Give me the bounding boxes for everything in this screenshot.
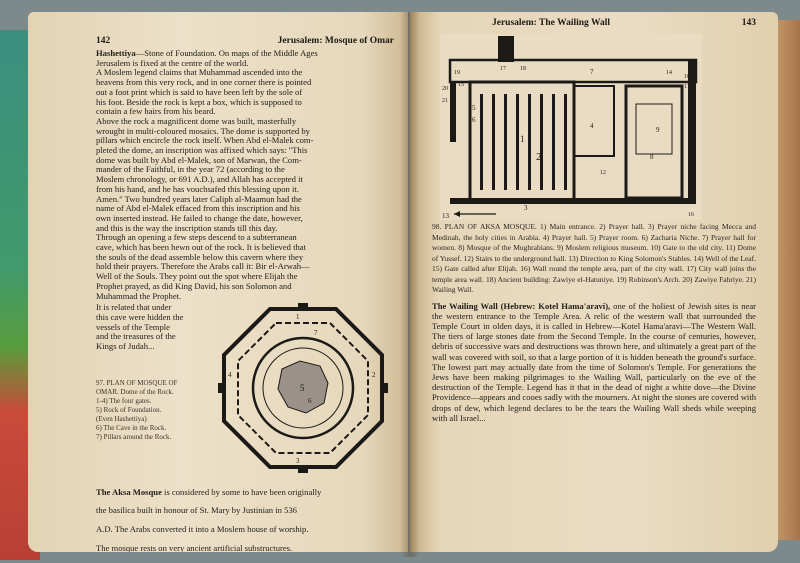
text-line: The Aksa Mosque is considered by some to have been originally bbox=[96, 486, 322, 497]
text-line: Through an opening a few steps descend to a subterranean bbox=[96, 232, 297, 243]
plan-label: 3 bbox=[296, 457, 300, 466]
gate-4 bbox=[218, 383, 226, 393]
left-page-number: 142 bbox=[96, 36, 111, 46]
text-line: wrought in multi-coloured mosaics. The dome is supported by bbox=[96, 125, 310, 136]
plan-label: 3 bbox=[524, 204, 528, 212]
plan-label: 7 bbox=[590, 68, 594, 76]
text-line: own inserted instead. He failed to change the date, however, bbox=[96, 212, 303, 223]
text-line: Amen." Two hundred years later Caliph al-Maamun had the bbox=[96, 193, 302, 204]
caption-line: (Even Hashettiya) bbox=[96, 415, 147, 424]
wailing-wall-term: The Wailing Wall (Hebrew: Kotel Hama'aravi), bbox=[432, 300, 611, 311]
text-line: Muhammad the Prophet. bbox=[96, 290, 182, 301]
plan-label: 5 bbox=[300, 383, 305, 394]
plan-label: 13 bbox=[442, 212, 449, 220]
plan-label: 9 bbox=[656, 126, 660, 134]
text-line: heavens from this very rock, and in one corner there is pointed bbox=[96, 77, 312, 88]
plan-label: 20 bbox=[442, 86, 448, 92]
text-line: The mosque rests on very ancient artificial substructures. bbox=[96, 542, 293, 552]
text-line: the basilica built in honour of St. Mary by Justinian in 536 bbox=[96, 505, 297, 516]
caption-line: 5) Rock of Foundation. bbox=[96, 406, 162, 415]
plan-label: 6 bbox=[308, 397, 312, 406]
text-line: A Moslem legend claims that Muhammad ascended into the bbox=[96, 67, 303, 78]
text-line: Moslem chronology, or 691 A.D.), and Allah has accepted it bbox=[96, 174, 303, 185]
text-line: A.D. The Arabs converted it into a Moslem house of worship. bbox=[96, 524, 309, 535]
plan-label: 16 bbox=[688, 212, 694, 218]
plan-label: 10 bbox=[684, 74, 690, 80]
west-wall bbox=[450, 82, 456, 142]
text-line: his foot. Beside the rock is kept a box, which is supposed to bbox=[96, 96, 302, 107]
text-line: Kings of Judah... bbox=[96, 341, 155, 352]
east-wall bbox=[688, 60, 696, 204]
aksa-mosque-paragraph bbox=[96, 487, 394, 552]
mosque-of-omar-figure bbox=[96, 303, 394, 478]
text-line: dome was built by Abd el-Malek, son of Marwan, the Com- bbox=[96, 154, 302, 165]
south-wall bbox=[450, 198, 696, 204]
text-line: from his hand, and he has vouchsafed this blessing upon it. bbox=[96, 183, 299, 194]
aksa-term: The Aksa Mosque bbox=[96, 486, 162, 497]
right-page-number: 143 bbox=[741, 18, 756, 28]
open-book bbox=[28, 12, 778, 557]
plan-label: 2 bbox=[536, 151, 542, 163]
text-line: name of Abd el-Malek effaced from this inscription and his bbox=[96, 203, 300, 214]
text-line: Well of the Souls. They point out the spot where Elijah the bbox=[96, 271, 298, 282]
aksa-plan-caption: 98. PLAN OF AKSA MOSQUE. 1) Main entrance. 2) Prayer hall. 3) Prayer niche facing Mecca and Medinah, the holy cities in Arabia. 4) Prayer hall. 5) Prayer room. 6) Zacharia Niche. 7) Prayer hall for women. 8) Mosque of the Mughrabians. 9) Moslem religious museum. 10) Gate to the old city. 11) Dome of Yussef. 12) Stairs to the underground hall. 13) Direction to King Solomon's Stables. 14) Well of the Leaf. 15) Gate called after Elijah. 16) Wall round the temple area, part of the city wall. 17) City wall joins the temple area wall. 18) Ancient building: Zawiye el-Hatuniye. 19) Robinson's Arch. 20) Zawiye Fahriye. 21) Wailing Wall. bbox=[432, 222, 756, 294]
left-running-head bbox=[96, 36, 394, 46]
caption-line: OMAR. Dome of the Rock. bbox=[96, 388, 174, 397]
plan-label: 4 bbox=[228, 371, 232, 380]
tower bbox=[498, 36, 514, 62]
plan-label: 6 bbox=[472, 116, 476, 124]
left-body-text bbox=[96, 49, 394, 301]
octagonal-plan-drawing bbox=[218, 303, 388, 473]
text-line: mander of the Faithful, in the year 72 (according to the bbox=[96, 164, 285, 175]
caption-line: 7) Pillars around the Rock. bbox=[96, 433, 172, 442]
wailing-wall-text: one of the holiest of Jewish sites is near the western entrance to the Temple Area. A relic of the western wall that surrounded the Temple Court in olden days, it is called in Hebrew—Kotel Hama'aravi—The Western Wall. The tiers of large stones date from the Second Temple. In the course of centuries, however, debris of successive wars and destructions was thrown here, and ultimately a great part of the wall was covered with soil, so that a large portion of it is hidden beneath the ground's surface. The lowest part may actually date from the time of Solomon's Temple. For generations the Jews have been making pilgrimages to the Wailing Wall, particularly on the eve of the destruction of the Temple. Legend has it that in the dead of night a white dove—the Divine Providence—appears and cooes sadly with the mourners. At night the stones are covered with drops of dew, which legend declares to be the tears the Wailing Wall sheds while weeping with all Israel... bbox=[432, 300, 756, 423]
caption-line: 6) The Cave in the Rock. bbox=[96, 424, 167, 433]
caption-line: 1-4) The four gates. bbox=[96, 397, 152, 406]
plan-label: 15 bbox=[458, 82, 464, 88]
plan-label: 14 bbox=[666, 70, 672, 76]
gate-3 bbox=[298, 465, 308, 473]
text-line: Above the rock a magnificent dome was built, masterfully bbox=[96, 115, 297, 126]
text-line: It is related that under bbox=[96, 302, 172, 313]
book-gutter bbox=[400, 12, 420, 557]
plan-label: 21 bbox=[442, 98, 448, 104]
plan-label: 4 bbox=[590, 122, 594, 130]
hashettiya-term: Hashettiya bbox=[96, 48, 136, 58]
left-running-title: Jerusalem: Mosque of Omar bbox=[277, 36, 394, 46]
text-line: the souls of the dead assemble below this cavern where they bbox=[96, 251, 304, 262]
right-page bbox=[410, 12, 778, 552]
aksa-mosque-plan-drawing bbox=[440, 34, 702, 220]
text-line: cave, which has been hewn out of the rock. It is believed that bbox=[96, 242, 306, 253]
plan-label: 12 bbox=[600, 170, 606, 176]
gate-1 bbox=[298, 303, 308, 311]
text-line: contain a few hairs from his beard. bbox=[96, 106, 216, 117]
text-line: Prophet prayed, as did King David, his son Solomon and bbox=[96, 280, 292, 291]
caption-line: 97. PLAN OF MOSQUE OF bbox=[96, 379, 178, 388]
text-line: and this is the way the inscription stands till this day. bbox=[96, 222, 278, 233]
text-line: pillars which encircle the rock itself. When Abd el-Malek com- bbox=[96, 135, 314, 146]
left-short-lines bbox=[96, 303, 206, 352]
plan-label: 1 bbox=[520, 134, 525, 144]
right-running-head bbox=[432, 18, 756, 28]
text-line: pleted the dome, an inscription was affixed which says: "This bbox=[96, 145, 308, 156]
text-line: this cave were hidden the bbox=[96, 311, 184, 322]
text-line: vessels of the Temple bbox=[96, 321, 170, 332]
gate-2 bbox=[380, 383, 388, 393]
plan-label: 1 bbox=[296, 313, 300, 322]
omar-figure-caption bbox=[96, 379, 196, 442]
text-line: and the treasures of the bbox=[96, 331, 176, 342]
plan-label: 8 bbox=[650, 153, 654, 161]
plan-label: 11 bbox=[684, 84, 690, 90]
plan-label: 7 bbox=[314, 329, 318, 338]
plan-label: 19 bbox=[454, 70, 460, 76]
plan-label: 2 bbox=[372, 371, 376, 380]
text-line: Jerusalem is fixed at the centre of the world. bbox=[96, 57, 249, 68]
text-line: out a foot print which is said to have been left by the sole of bbox=[96, 86, 303, 97]
right-running-title: Jerusalem: The Wailing Wall bbox=[492, 18, 610, 28]
plan-label: 17 bbox=[500, 66, 506, 72]
text-line: Hashettiya—Stone of Foundation. On maps of the Middle Ages bbox=[96, 48, 318, 58]
wailing-wall-paragraph bbox=[432, 301, 756, 423]
left-page bbox=[28, 12, 408, 552]
text-line: hold their prayers. Therefore the Arabs call it: Bir el-Arwah— bbox=[96, 261, 310, 272]
plan-label: 18 bbox=[520, 66, 526, 72]
plan-label: 5 bbox=[472, 104, 476, 112]
